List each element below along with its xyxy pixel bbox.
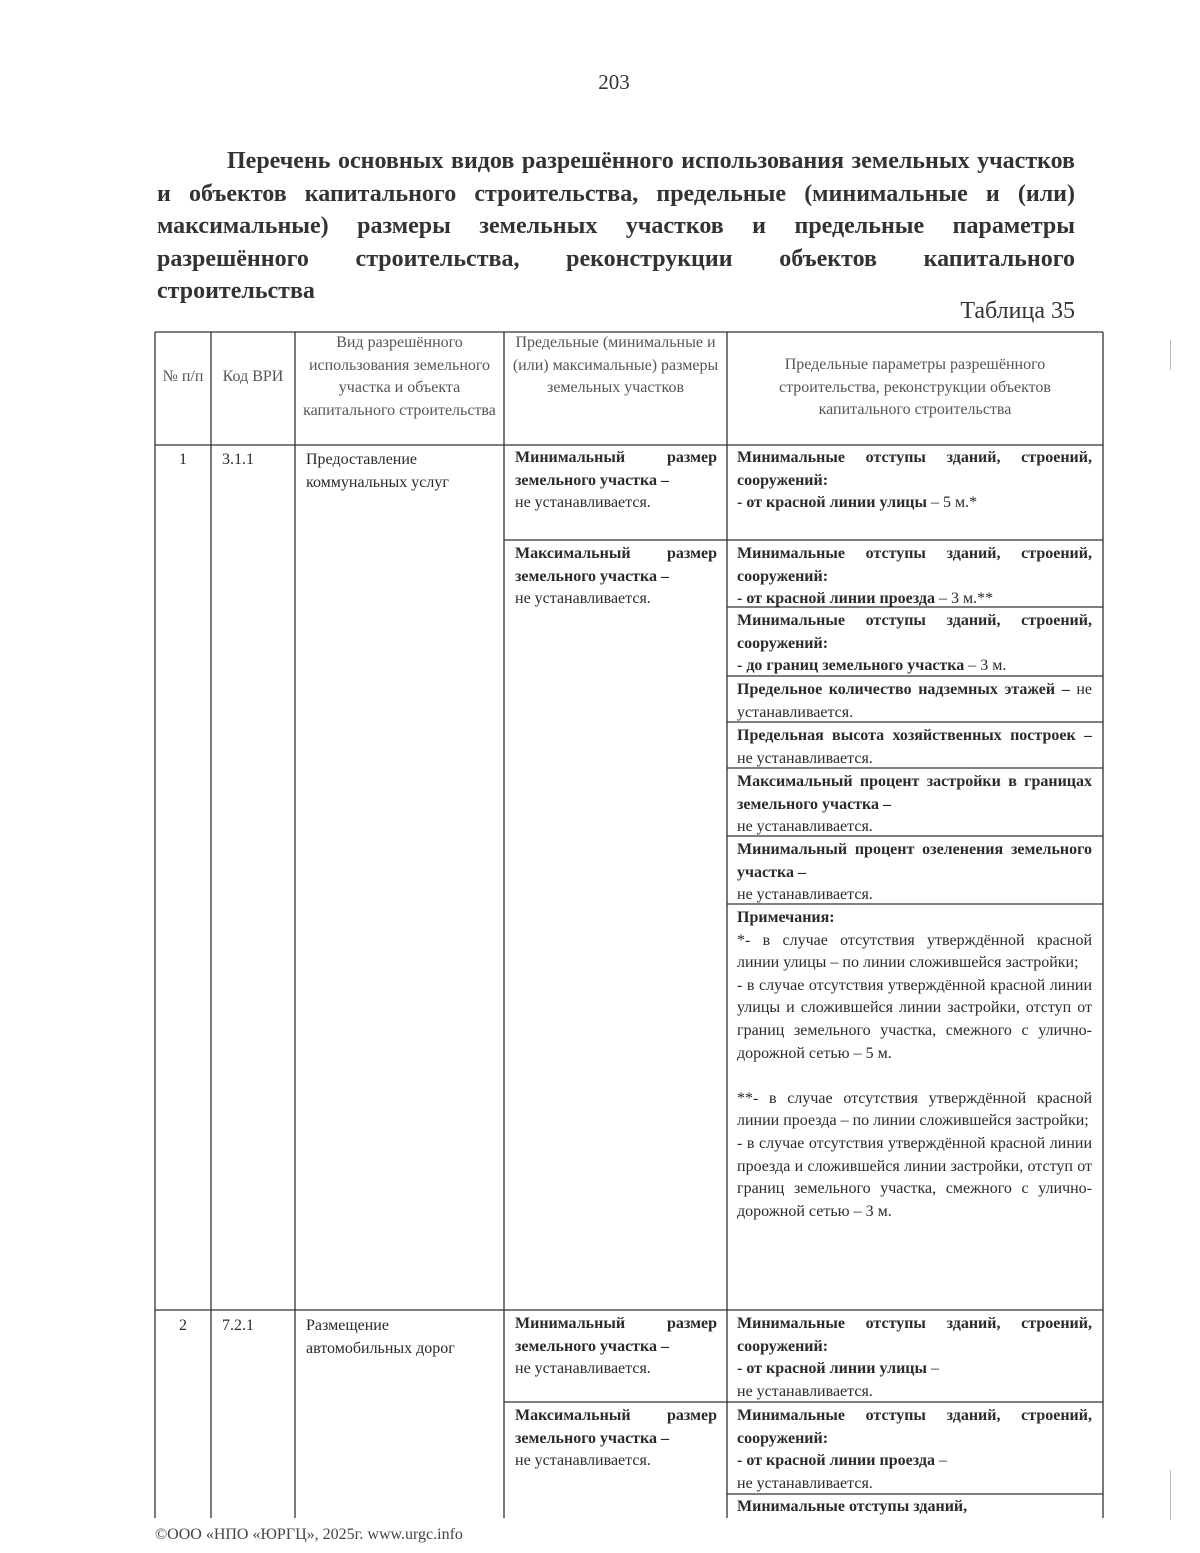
param-value: не устанавливается. <box>737 749 873 767</box>
header-params: Предельные параметры разрешённого строительства, реконструкции объектов капитального строительства <box>779 356 1051 419</box>
scan-mark <box>1170 340 1171 370</box>
param-value: не устанавливается. <box>737 818 873 836</box>
document-title: Перечень основных видов разрешённого использования земельных участков и объектов капитального строительства, предельные (минимальные и (или) максимальные) размеры земельных участков и предельные параметры разрешённого строительства, реконструкции объектов капитального строительства <box>157 148 1075 304</box>
note-3: **- в случае отсутствия утверждённой красной линии проезда – по линии сложившейся застройки; <box>737 1089 1092 1130</box>
table-caption: Таблица 35 <box>960 298 1075 324</box>
row2-code: 7.2.1 <box>222 1317 254 1334</box>
notes-title: Примечания: <box>737 909 835 926</box>
param-item: - от красной линии проезда <box>737 590 935 608</box>
header-kind: Вид разрешённого использования земельного участка и объекта капитального строительства <box>303 334 496 419</box>
row1-param-plot-border <box>737 610 1092 678</box>
row2-param-red-line-street <box>737 1313 1092 1403</box>
param-value: – 3 м. <box>964 657 1007 675</box>
param-heading: Минимальные отступы зданий, строений, сооружений: <box>737 612 1092 652</box>
row1-min-size-label: Минимальный размер земельного участка – <box>515 449 717 489</box>
param-value: – <box>927 1360 939 1378</box>
param-value: – <box>934 1452 947 1470</box>
page-number: 203 <box>598 70 630 94</box>
row1-notes <box>737 907 1092 1223</box>
param-value: – 3 м.** <box>934 590 994 608</box>
param-item: - от красной линии улицы <box>737 1360 927 1378</box>
row2-param-red-line-passage <box>737 1405 1092 1495</box>
header-code: Код ВРИ <box>222 368 284 385</box>
note-4: - в случае отсутствия утверждённой красной линии проезда и сложившейся линии застройки, отступ от границ земельного участка, смежного с улично-дорожной сетью – 3 м. <box>737 1134 1092 1220</box>
param-heading: Максимальный процент застройки в границах земельного участка – <box>737 773 1092 813</box>
header-sizes: Предельные (минимальные и (или) максимальные) размеры земельных участков <box>512 334 719 397</box>
row1-num: 1 <box>179 451 187 468</box>
param-heading: Минимальные отступы зданий, строений, сооружений: <box>737 1315 1092 1355</box>
row1-max-size-label: Максимальный размер земельного участка – <box>515 545 717 585</box>
param-heading: Минимальный процент озеленения земельного участка – <box>737 841 1092 881</box>
param-heading: Минимальные отступы зданий, строений, сооружений: <box>737 449 1092 489</box>
footer-copyright: ©ООО «НПО «ЮРГЦ», 2025г. www.urgc.info <box>155 1526 463 1543</box>
param-value: не устанавливается. <box>737 886 873 904</box>
row1-code: 3.1.1 <box>222 451 254 468</box>
param-heading: Минимальные отступы зданий, строений, сооружений: <box>737 1407 1092 1447</box>
row1-param-red-line-passage <box>737 543 1092 611</box>
param-tail: не устанавливается. <box>737 1382 873 1400</box>
row1-max-size <box>515 543 717 611</box>
param-heading: Предельное количество надземных этажей – <box>737 681 1070 698</box>
row1-param-floors <box>737 679 1092 724</box>
row2-max-size-label: Максимальный размер земельного участка – <box>515 1407 717 1447</box>
scan-mark <box>1170 1470 1171 1520</box>
row1-param-height <box>737 725 1092 770</box>
row2-max-size <box>515 1405 717 1473</box>
row2-kind: Размещение автомобильных дорог <box>306 1317 455 1357</box>
row1-min-size <box>515 447 717 515</box>
row2-param-cut: Минимальные отступы зданий, <box>737 1498 968 1515</box>
row2-min-size-label: Минимальный размер земельного участка – <box>515 1315 717 1355</box>
note-1: *- в случае отсутствия утверждённой красной линии улицы – по линии сложившейся застройки; <box>737 931 1092 972</box>
row1-min-size-value: не устанавливается. <box>515 494 651 512</box>
row1-kind: Предоставление коммунальных услуг <box>306 451 449 491</box>
row2-max-size-value: не устанавливается. <box>515 1452 651 1470</box>
row2-min-size <box>515 1313 717 1381</box>
param-value: не устанавливается. <box>737 681 1092 721</box>
param-heading: Предельная высота хозяйственных построек – <box>737 727 1092 744</box>
param-item: - от красной линии улицы <box>737 494 927 512</box>
param-item: - до границ земельного участка <box>737 657 965 675</box>
row2-num: 2 <box>179 1317 187 1334</box>
param-item: - от красной линии проезда <box>737 1452 935 1470</box>
note-2: - в случае отсутствия утверждённой красной линии улицы и сложившейся линии застройки, отступ от границ земельного участка, смежного с улично-дорожной сетью – 5 м. <box>737 976 1092 1062</box>
param-tail: не устанавливается. <box>737 1474 873 1492</box>
row1-param-coverage <box>737 771 1092 839</box>
header-num: № п/п <box>162 368 204 385</box>
row2-min-size-value: не устанавливается. <box>515 1360 651 1378</box>
param-value: – 5 м.* <box>927 494 978 512</box>
row1-param-greening <box>737 839 1092 907</box>
row1-param-red-line-street <box>737 447 1092 515</box>
row1-max-size-value: не устанавливается. <box>515 590 651 608</box>
param-heading: Минимальные отступы зданий, строений, сооружений: <box>737 545 1092 585</box>
